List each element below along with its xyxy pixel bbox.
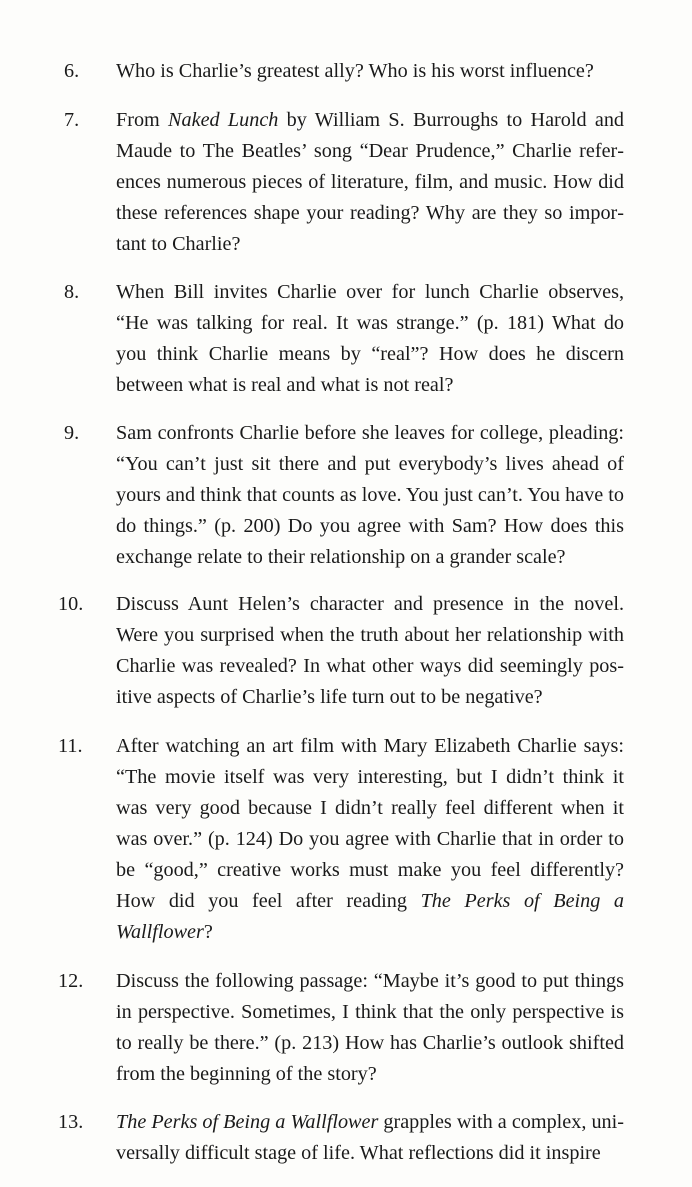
question-7 <box>64 105 624 260</box>
question-9 <box>64 418 624 573</box>
question-number: 12. <box>58 970 84 992</box>
question-text <box>116 418 624 573</box>
question-body: Sam confronts Charlie before she leaves for college, pleading: “You can’t just sit there and put everybody’s lives ahead of yours and think that counts as love. You just can’t. You have to do things.” (p. 200) Do you agree with Sam? How does this exchange relate to their relationship on a grander scale? <box>116 422 624 568</box>
question-number: 6. <box>64 60 80 82</box>
discussion-questions-list <box>58 56 625 1187</box>
book-title-italic: The Perks of Being a Wallflower <box>116 1111 379 1133</box>
question-body-tail: ? <box>203 921 213 943</box>
question-text <box>116 56 624 87</box>
question-6 <box>64 56 624 87</box>
question-body: Discuss the following passage: “Maybe it’s good to put things in perspective. Sometimes, I think that the only perspective is to really be there.” (p. 213) How has Charlie’s outlook shifted from the beginning of the story? <box>116 970 624 1085</box>
question-number: 9. <box>64 422 80 444</box>
question-text <box>116 966 624 1090</box>
question-number: 13. <box>58 1111 84 1133</box>
question-number: 10. <box>58 593 84 615</box>
question-text <box>116 589 624 713</box>
question-12 <box>58 966 624 1090</box>
question-text <box>116 105 624 260</box>
question-text <box>116 731 624 948</box>
question-number: 7. <box>64 109 80 131</box>
question-13 <box>58 1107 624 1169</box>
question-11 <box>58 731 624 948</box>
book-title-italic: Naked Lunch <box>168 109 279 131</box>
question-text <box>116 277 624 401</box>
question-body: Discuss Aunt Helen’s character and presence in the novel. Were you surprised when the truth about her relationship with Charlie was revealed? In what other ways did seemingly positive aspects of Charlie’s life turn out to be negative? <box>116 593 624 708</box>
question-number: 8. <box>64 281 80 303</box>
book-title-italic: The Perks of Being a Wallflower <box>116 890 624 943</box>
question-8 <box>64 277 624 401</box>
question-body: When Bill invites Charlie over for lunch Charlie observes, “He was talking for real. It was strange.” (p. 181) What do you think Charlie means by “real”? How does he discern between what is real and what is not real? <box>116 281 624 396</box>
question-body-lead: From <box>116 109 169 131</box>
question-body: After watching an art film with Mary Elizabeth Charlie says: “The movie itself was very interesting, but I didn’t think it was very good because I didn’t really feel different when it was over.” (p. 124) Do you agree with Charlie that in order to be “good,” creative works must make you feel differently? How did you feel after reading <box>116 735 624 912</box>
question-body: grapples with a complex, universally difficult stage of life. What reflections did it inspire <box>116 1111 624 1164</box>
question-number: 11. <box>58 735 83 757</box>
question-body: by William S. Burroughs to Harold and Maude to The Beatles’ song “Dear Prudence,” Charlie references numerous pieces of literature, film, and music. How did these references shape your reading? Why are they so important to Charlie? <box>116 109 625 255</box>
question-text <box>116 1107 624 1169</box>
question-body: Who is Charlie’s greatest ally? Who is his worst influence? <box>116 60 594 82</box>
question-10 <box>58 589 624 713</box>
